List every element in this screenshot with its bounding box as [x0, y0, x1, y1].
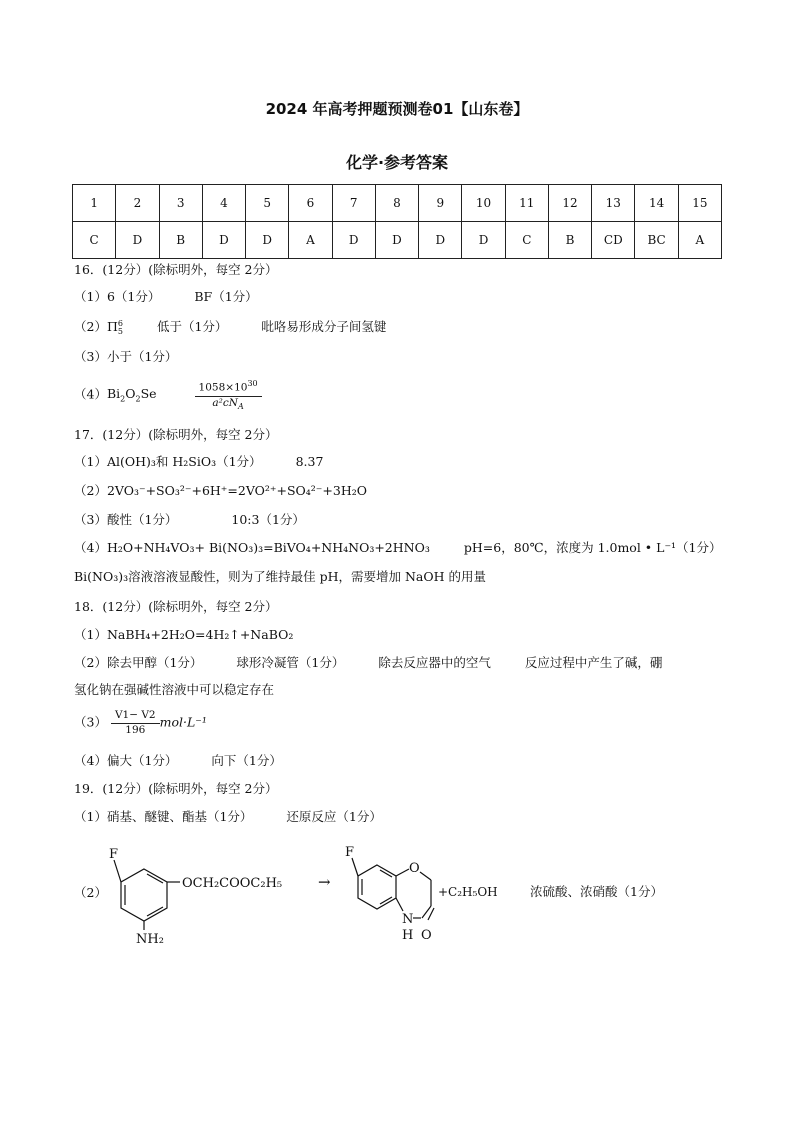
reaction-scheme — [100, 836, 740, 952]
answer-table-numbers-row — [73, 185, 722, 222]
product-fluorine: F — [345, 845, 355, 860]
product-rings — [352, 858, 434, 920]
q19-label-2: （2） — [74, 885, 107, 900]
q18-line-4 — [74, 752, 282, 770]
page-subtitle: 化学·参考答案 — [345, 153, 449, 172]
q19-line-1 — [74, 808, 382, 826]
q17-line-1 — [74, 453, 323, 471]
q18-answer-2a: （2）除去甲醇（1分） — [74, 655, 203, 670]
answer-cell: A — [678, 222, 721, 259]
answer-cell: D — [419, 222, 462, 259]
answer-table-answers-row — [73, 222, 722, 259]
question-number: 8 — [375, 185, 418, 222]
page-title: 2024 年高考押题预测卷01【山东卷】 — [265, 100, 529, 118]
q16-line-3: （3）小于（1分） — [74, 349, 178, 364]
answer-cell: D — [462, 222, 505, 259]
q17-answer-1b: 8.37 — [295, 454, 324, 469]
question-number: 15 — [678, 185, 721, 222]
answer-cell: BC — [635, 222, 678, 259]
product-nitrogen: N — [402, 912, 414, 927]
answer-table — [72, 184, 722, 259]
answer-cell: B — [159, 222, 202, 259]
q17-line-4 — [74, 539, 722, 557]
q19-answer-1a: （1）硝基、醚键、酯基（1分） — [74, 809, 253, 824]
reactant-fluorine: F — [109, 847, 119, 862]
q17-answer-3a: （3）酸性（1分） — [74, 512, 178, 527]
q19-header: 19．(12分）(除标明外，每空 2分） — [74, 781, 278, 796]
q18-line-2-cont: 氢化钠在强碱性溶液中可以稳定存在 — [74, 682, 275, 697]
question-number: 13 — [592, 185, 635, 222]
q18-line-2 — [74, 654, 662, 672]
q16-line-1 — [74, 288, 258, 306]
reaction-conditions: 浓硫酸、浓硝酸（1分） — [530, 884, 663, 899]
answer-cell: C — [505, 222, 548, 259]
q16-answer-2b: 低于（1分） — [156, 319, 228, 334]
q16-line-4 — [74, 377, 262, 413]
question-number: 6 — [289, 185, 332, 222]
question-number: 4 — [202, 185, 245, 222]
q17-line-2 — [74, 482, 367, 500]
answer-cell: D — [332, 222, 375, 259]
reactant-side-chain: OCH₂COOC₂H₅ — [182, 876, 283, 891]
question-number: 9 — [419, 185, 462, 222]
q17-line-5: Bi(NO₃)₃溶液溶液显酸性，则为了维持最佳 pH，需要增加 NaOH 的用量 — [74, 569, 487, 584]
question-number: 1 — [73, 185, 116, 222]
q16-answer-1a: （1）6（1分） — [74, 289, 161, 304]
answer-cell: D — [116, 222, 159, 259]
q17-answer-4b: pH=6，80℃，浓度为 1.0mol • L⁻¹（1分） — [463, 540, 722, 555]
q18-answer-4b: 向下（1分） — [211, 753, 282, 768]
q17-equation: 2VO₃⁻+SO₃²⁻+6H⁺=2VO²⁺+SO₄²⁻+3H₂O — [106, 483, 367, 498]
product-ring-oxygen: O — [409, 861, 420, 876]
q18-answer-4a: （4）偏大（1分） — [74, 753, 178, 768]
q16-formula: $Bi_2O_2Se$ — [106, 386, 157, 404]
reactant-amine: NH₂ — [136, 932, 164, 947]
answer-cell: D — [202, 222, 245, 259]
q16-line-2 — [74, 318, 386, 336]
q18-concentration-fraction: $\frac{V1- V2}{196}$ — [111, 709, 160, 737]
q18-answer-2c: 除去反应器中的空气 — [378, 655, 491, 670]
q16-header: 16．(12分）(除标明外，每空 2分） — [74, 262, 278, 277]
q16-answer-1b: BF（1分） — [194, 289, 258, 304]
question-number: 12 — [548, 185, 591, 222]
answer-cell: D — [375, 222, 418, 259]
question-number: 3 — [159, 185, 202, 222]
q18-line-3 — [74, 709, 207, 737]
q17-header: 17．(12分）(除标明外，每空 2分） — [74, 427, 278, 442]
q16-density-fraction: $\frac{1058\times 10^{30}}{a^2cN_A}$ — [195, 377, 262, 413]
q18-unit: mol·L⁻¹ — [159, 714, 207, 730]
pi-bond-symbol: Π 6 5 — [106, 318, 123, 336]
reaction-arrow: → — [318, 873, 331, 891]
question-number: 2 — [116, 185, 159, 222]
question-number: 5 — [246, 185, 289, 222]
q17-label-2: （2） — [74, 483, 107, 498]
q16-label-2: （2） — [74, 319, 107, 334]
question-number: 11 — [505, 185, 548, 222]
q19-answer-1b: 还原反应（1分） — [286, 809, 382, 824]
q16-answer-2c: 吡咯易形成分子间氢键 — [261, 319, 387, 334]
q16-label-4: （4） — [74, 386, 107, 402]
q17-answer-4a: （4）H₂O+NH₄VO₃+ Bi(NO₃)₃=BiVO₄+NH₄NO₃+2HNO₃ — [74, 540, 430, 555]
answer-cell: CD — [592, 222, 635, 259]
answer-cell: C — [73, 222, 116, 259]
q18-answer-2d: 反应过程中产生了碱，硼 — [524, 655, 663, 670]
q18-label-3: （3） — [74, 714, 107, 730]
q17-line-3 — [74, 511, 305, 529]
question-number: 10 — [462, 185, 505, 222]
answer-cell: D — [246, 222, 289, 259]
answer-cell: A — [289, 222, 332, 259]
q18-answer-2b: 球形冷凝管（1分） — [236, 655, 345, 670]
q17-answer-3b: 10:3（1分） — [231, 512, 305, 527]
byproduct: +C₂H₅OH — [438, 885, 498, 899]
q18-line-1: （1）NaBH₄+2H₂O=4H₂↑+NaBO₂ — [74, 627, 294, 642]
q18-header: 18．(12分）(除标明外，每空 2分） — [74, 599, 278, 614]
q17-answer-1a: （1）Al(OH)₃和 H₂SiO₃（1分） — [74, 454, 262, 469]
question-number: 14 — [635, 185, 678, 222]
reactant-ring — [114, 860, 180, 930]
product-carbonyl-oxygen: O — [421, 928, 432, 943]
question-number: 7 — [332, 185, 375, 222]
answer-cell: B — [548, 222, 591, 259]
product-hydrogen: H — [402, 928, 414, 943]
